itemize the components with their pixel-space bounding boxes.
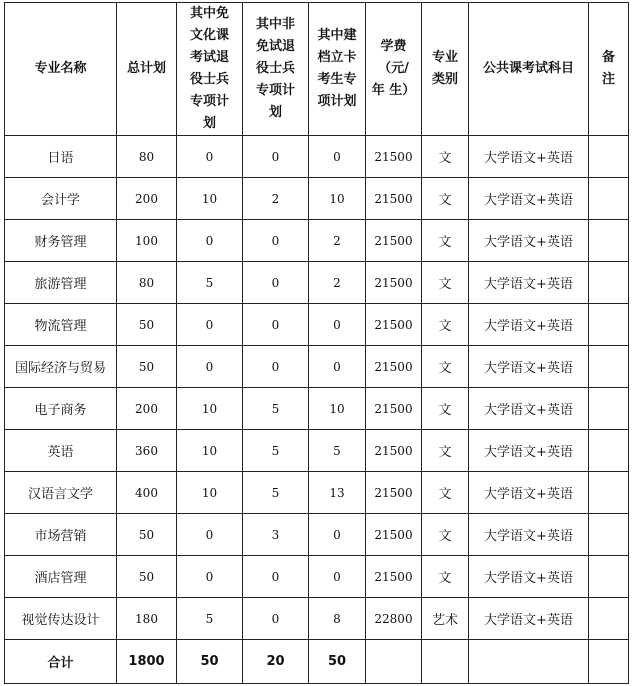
cell-tuition: 21500 <box>366 304 422 346</box>
cell-category: 文 <box>422 556 469 598</box>
table-row <box>5 220 629 262</box>
cell-category: 文 <box>422 304 469 346</box>
cell-total-plan: 50 <box>117 304 177 346</box>
cell-subjects: 大学语文+英语 <box>469 388 589 430</box>
cell-poverty-plan: 2 <box>309 262 366 304</box>
cell-tuition: 21500 <box>366 472 422 514</box>
cell-major: 物流管理 <box>5 304 117 346</box>
cell-note <box>589 262 629 304</box>
table-row <box>5 598 629 640</box>
total-note-empty <box>589 640 629 684</box>
cell-category: 文 <box>422 262 469 304</box>
cell-total-plan: 50 <box>117 514 177 556</box>
cell-note <box>589 178 629 220</box>
cell-poverty-plan: 0 <box>309 136 366 178</box>
cell-poverty-plan: 10 <box>309 388 366 430</box>
cell-veteran-nonexempt: 0 <box>243 304 309 346</box>
cell-veteran-exempt: 0 <box>177 304 243 346</box>
cell-poverty-plan: 0 <box>309 556 366 598</box>
cell-veteran-exempt: 10 <box>177 178 243 220</box>
table-row <box>5 430 629 472</box>
cell-note <box>589 472 629 514</box>
cell-category: 文 <box>422 388 469 430</box>
cell-veteran-exempt: 10 <box>177 388 243 430</box>
cell-category: 艺术 <box>422 598 469 640</box>
cell-note <box>589 514 629 556</box>
cell-subjects: 大学语文+英语 <box>469 136 589 178</box>
cell-veteran-exempt: 10 <box>177 430 243 472</box>
table-row <box>5 178 629 220</box>
cell-tuition: 22800 <box>366 598 422 640</box>
cell-total-plan: 200 <box>117 178 177 220</box>
table-row <box>5 556 629 598</box>
total-category-empty <box>422 640 469 684</box>
header-note: 备 注 <box>589 3 629 136</box>
cell-subjects: 大学语文+英语 <box>469 304 589 346</box>
cell-poverty-plan: 0 <box>309 514 366 556</box>
cell-total-plan: 180 <box>117 598 177 640</box>
cell-subjects: 大学语文+英语 <box>469 178 589 220</box>
cell-veteran-nonexempt: 5 <box>243 430 309 472</box>
cell-tuition: 21500 <box>366 136 422 178</box>
cell-major: 酒店管理 <box>5 556 117 598</box>
cell-major: 市场营销 <box>5 514 117 556</box>
cell-category: 文 <box>422 136 469 178</box>
cell-major: 英语 <box>5 430 117 472</box>
cell-major: 旅游管理 <box>5 262 117 304</box>
table-row <box>5 262 629 304</box>
total-poverty-sum: 50 <box>309 640 366 684</box>
cell-major: 电子商务 <box>5 388 117 430</box>
cell-veteran-exempt: 0 <box>177 514 243 556</box>
cell-veteran-exempt: 5 <box>177 598 243 640</box>
cell-tuition: 21500 <box>366 556 422 598</box>
table-row <box>5 136 629 178</box>
cell-veteran-nonexempt: 2 <box>243 178 309 220</box>
cell-poverty-plan: 8 <box>309 598 366 640</box>
total-veteran-exempt-sum: 50 <box>177 640 243 684</box>
total-label: 合计 <box>5 640 117 684</box>
cell-category: 文 <box>422 178 469 220</box>
cell-poverty-plan: 2 <box>309 220 366 262</box>
cell-note <box>589 136 629 178</box>
cell-category: 文 <box>422 220 469 262</box>
table-row <box>5 472 629 514</box>
header-veteran-nonexempt: 其中非 免试退 役士兵 专项计 划 <box>243 3 309 136</box>
cell-total-plan: 50 <box>117 556 177 598</box>
cell-subjects: 大学语文+英语 <box>469 556 589 598</box>
cell-total-plan: 100 <box>117 220 177 262</box>
total-veteran-nonexempt-sum: 20 <box>243 640 309 684</box>
cell-major: 国际经济与贸易 <box>5 346 117 388</box>
cell-major: 视觉传达设计 <box>5 598 117 640</box>
header-category: 专业 类别 <box>422 3 469 136</box>
cell-tuition: 21500 <box>366 220 422 262</box>
header-subjects: 公共课考试科目 <box>469 3 589 136</box>
cell-subjects: 大学语文+英语 <box>469 262 589 304</box>
cell-subjects: 大学语文+英语 <box>469 514 589 556</box>
total-plan-sum: 1800 <box>117 640 177 684</box>
cell-veteran-nonexempt: 0 <box>243 346 309 388</box>
cell-veteran-exempt: 0 <box>177 220 243 262</box>
cell-total-plan: 200 <box>117 388 177 430</box>
cell-tuition: 21500 <box>366 514 422 556</box>
cell-category: 文 <box>422 346 469 388</box>
cell-veteran-nonexempt: 0 <box>243 262 309 304</box>
cell-category: 文 <box>422 514 469 556</box>
table-row <box>5 304 629 346</box>
table-row <box>5 514 629 556</box>
cell-total-plan: 80 <box>117 136 177 178</box>
cell-veteran-exempt: 5 <box>177 262 243 304</box>
table-row <box>5 388 629 430</box>
cell-subjects: 大学语文+英语 <box>469 220 589 262</box>
header-major: 专业名称 <box>5 3 117 136</box>
cell-note <box>589 220 629 262</box>
cell-veteran-exempt: 0 <box>177 136 243 178</box>
cell-veteran-nonexempt: 5 <box>243 388 309 430</box>
cell-veteran-nonexempt: 0 <box>243 556 309 598</box>
cell-veteran-nonexempt: 5 <box>243 472 309 514</box>
cell-veteran-exempt: 10 <box>177 472 243 514</box>
cell-note <box>589 346 629 388</box>
table-row <box>5 346 629 388</box>
cell-note <box>589 304 629 346</box>
cell-poverty-plan: 5 <box>309 430 366 472</box>
cell-total-plan: 360 <box>117 430 177 472</box>
cell-poverty-plan: 10 <box>309 178 366 220</box>
cell-veteran-nonexempt: 0 <box>243 136 309 178</box>
cell-tuition: 21500 <box>366 262 422 304</box>
cell-veteran-nonexempt: 0 <box>243 598 309 640</box>
cell-veteran-nonexempt: 3 <box>243 514 309 556</box>
header-poverty-plan: 其中建 档立卡 考生专 项计划 <box>309 3 366 136</box>
cell-total-plan: 400 <box>117 472 177 514</box>
cell-category: 文 <box>422 472 469 514</box>
cell-veteran-nonexempt: 0 <box>243 220 309 262</box>
cell-note <box>589 388 629 430</box>
header-veteran-exempt: 其中免 文化课 考试退 役士兵 专项计 划 <box>177 3 243 136</box>
cell-tuition: 21500 <box>366 346 422 388</box>
cell-subjects: 大学语文+英语 <box>469 472 589 514</box>
total-row <box>5 640 629 684</box>
cell-major: 汉语言文学 <box>5 472 117 514</box>
cell-veteran-exempt: 0 <box>177 556 243 598</box>
cell-poverty-plan: 0 <box>309 304 366 346</box>
cell-subjects: 大学语文+英语 <box>469 346 589 388</box>
cell-major: 财务管理 <box>5 220 117 262</box>
cell-veteran-exempt: 0 <box>177 346 243 388</box>
cell-total-plan: 80 <box>117 262 177 304</box>
cell-note <box>589 430 629 472</box>
cell-subjects: 大学语文+英语 <box>469 430 589 472</box>
cell-major: 会计学 <box>5 178 117 220</box>
cell-major: 日语 <box>5 136 117 178</box>
cell-category: 文 <box>422 430 469 472</box>
cell-poverty-plan: 13 <box>309 472 366 514</box>
cell-tuition: 21500 <box>366 388 422 430</box>
header-row <box>5 3 629 136</box>
cell-subjects: 大学语文+英语 <box>469 598 589 640</box>
total-subjects-empty <box>469 640 589 684</box>
cell-note <box>589 556 629 598</box>
header-tuition: 学费 （元/ 年 生） <box>366 3 422 136</box>
header-total-plan: 总计划 <box>117 3 177 136</box>
cell-tuition: 21500 <box>366 430 422 472</box>
cell-tuition: 21500 <box>366 178 422 220</box>
enrollment-plan-table <box>4 2 629 684</box>
cell-note <box>589 598 629 640</box>
cell-poverty-plan: 0 <box>309 346 366 388</box>
total-tuition-empty <box>366 640 422 684</box>
cell-total-plan: 50 <box>117 346 177 388</box>
